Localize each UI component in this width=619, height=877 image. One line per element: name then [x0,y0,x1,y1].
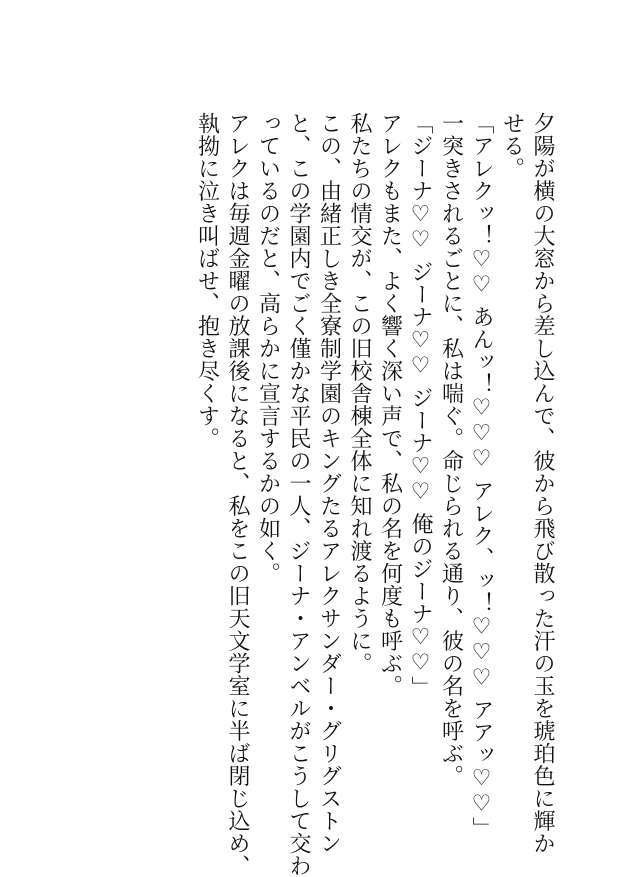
text-line: 一突きされるごとに、私は喘ぐ。命じられる通り、彼の名を呼ぶ。 [438,112,464,787]
text-line: 執拗に泣き叫ばせ、抱き尽くす。 [194,112,220,450]
text-line: 「ジーナ♡♡ ジーナ♡♡ ジーナ♡♡ 俺のジーナ♡♡」 [408,112,433,699]
text-line: せる。 [499,112,525,180]
text-line: と、この学園内でごく僅かな平民の一人、ジーナ・アンベルがこうして交わ [286,112,311,877]
text-line: アレクもまた、よく響く深い声で、私の名を何度も呼ぶ。 [377,112,403,697]
text-line: 「アレクッ！♡♡ あんッ！♡♡♡ アレク、ッ！♡♡♡ アアッ♡♡」 [469,112,494,840]
text-line: 私たちの情交が、この旧校舎棟全体に知れ渡るように。 [347,112,372,675]
vertical-text-body [191,112,557,877]
text-line: っているのだと、高らかに宣言するかの如く。 [255,112,281,585]
text-line: 夕陽が横の大窓から差し込んで、彼から飛び散った汗の玉を琥珀色に輝か [530,112,555,855]
text-line: アレクは毎週金曜の放課後になると、私をこの旧天文学室に半ば閉じ込め、 [225,112,250,877]
text-line: この、由緒正しき全寮制学園のキングたるアレクサンダー・グリグストン [316,112,342,855]
